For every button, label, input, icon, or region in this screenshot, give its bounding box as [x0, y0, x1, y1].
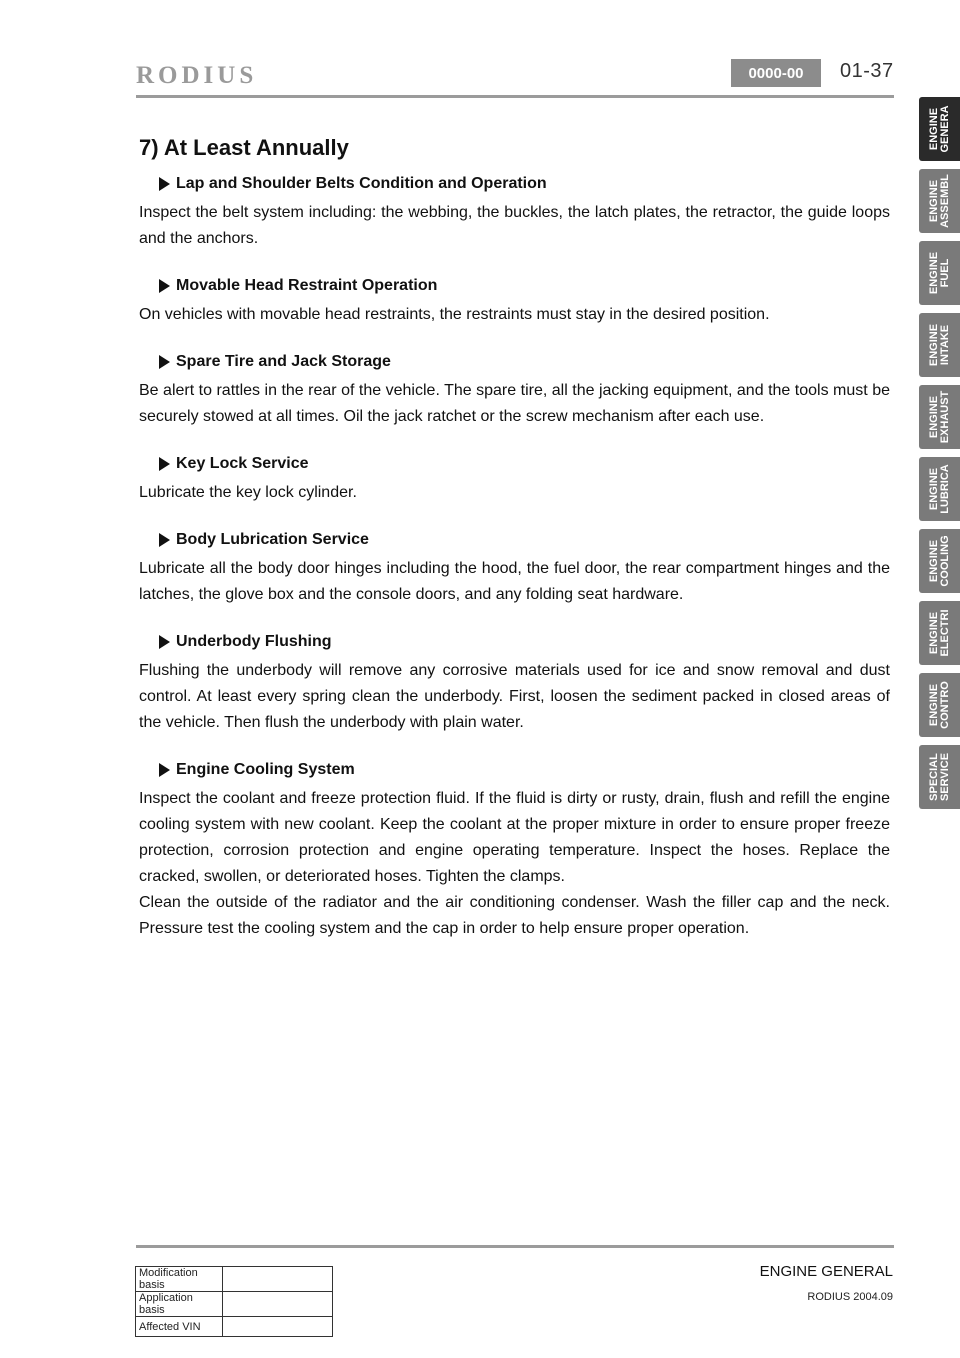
chapter-tab[interactable] [919, 601, 960, 665]
footer-model-date: RODIUS 2004.09 [807, 1291, 893, 1303]
triangle-bullet-icon [159, 533, 170, 547]
item-heading-text: Key Lock Service [176, 455, 309, 472]
item-heading [159, 350, 890, 374]
chapter-tab[interactable] [919, 529, 960, 593]
page-number: 01-37 [840, 60, 894, 82]
chapter-tab-label: SPECIAL SERVICE [927, 752, 951, 802]
revision-row [136, 1292, 333, 1317]
item-heading-text: Body Lubrication Service [176, 531, 369, 548]
section-title: 7) At Least Annually [139, 135, 349, 160]
revision-value [223, 1317, 333, 1337]
item-heading [159, 452, 890, 476]
triangle-bullet-icon [159, 279, 170, 293]
item-heading-text: Movable Head Restraint Operation [176, 277, 438, 294]
triangle-bullet-icon [159, 355, 170, 369]
item-paragraph: Lubricate the key lock cylinder. [139, 484, 357, 501]
chapter-tab[interactable] [919, 457, 960, 521]
footer-chapter-title: ENGINE GENERAL [759, 1263, 893, 1280]
item-heading [159, 274, 890, 298]
chapter-tab-label: ENGINE FUEL [927, 251, 951, 295]
item-paragraph: Clean the outside of the radiator and the air conditioning condenser. Wash the filler cap and the neck. Pressure test the cooling system and the cap in order to help ensure proper operation. [139, 894, 890, 937]
triangle-bullet-icon [159, 177, 170, 191]
triangle-bullet-icon [159, 763, 170, 777]
revision-value [223, 1292, 333, 1317]
revision-value [223, 1267, 333, 1292]
revision-label: Modification basis [136, 1267, 223, 1292]
item-body [139, 556, 890, 608]
chapter-tab-label: ENGINE GENERA [927, 105, 951, 153]
triangle-bullet-icon [159, 457, 170, 471]
chapter-tab-label: ENGINE ELECTRI [927, 609, 951, 657]
chapter-tab-label: ENGINE CONTRO [927, 681, 951, 729]
item-body [139, 480, 890, 506]
revision-row [136, 1317, 333, 1337]
revision-row [136, 1267, 333, 1292]
chapter-tab[interactable] [919, 97, 960, 161]
item-paragraph: Inspect the coolant and freeze protection fluid. If the fluid is dirty or rusty, drain, flush and refill the engine cooling system with new coolant. Keep the coolant at the proper mixture in order to ensure proper freeze protection, corrosion protection and engine operating temperature. Inspect the hoses. Replace the cracked, swollen, or deteriorated hoses. Tighten the clamps. [139, 790, 890, 885]
revision-label: Application basis [136, 1292, 223, 1317]
section-code-badge: 0000-00 [731, 59, 821, 87]
item-body [139, 658, 890, 736]
item-body [139, 378, 890, 430]
item-body [139, 200, 890, 252]
item-paragraph: Inspect the belt system including: the webbing, the buckles, the latch plates, the retractor, the guide loops and the anchors. [139, 204, 890, 247]
chapter-tab-label: ENGINE ASSEMBL [927, 174, 951, 228]
header-divider [136, 95, 894, 98]
chapter-tab[interactable] [919, 169, 960, 233]
chapter-tab[interactable] [919, 673, 960, 737]
content-body [139, 172, 890, 964]
item-heading-text: Spare Tire and Jack Storage [176, 353, 391, 370]
item-paragraph: Flushing the underbody will remove any corrosive materials used for ice and snow removal and dust control. At least every spring clean the underbody. First, loosen the sediment packed in closed areas of the vehicle. Then flush the underbody with plain water. [139, 662, 890, 731]
chapter-tab[interactable] [919, 745, 960, 809]
revision-label: Affected VIN [136, 1317, 223, 1337]
chapter-tab-label: ENGINE INTAKE [927, 323, 951, 367]
item-heading-text: Lap and Shoulder Belts Condition and Operation [176, 175, 547, 192]
item-heading-text: Engine Cooling System [176, 761, 355, 778]
brand-logo: RODIUS [136, 62, 258, 89]
chapter-tab[interactable] [919, 241, 960, 305]
item-paragraph: Be alert to rattles in the rear of the vehicle. The spare tire, all the jacking equipment, and the tools must be securely stowed at all times. Oil the jack ratchet or the screw mechanism after each use. [139, 382, 890, 425]
chapter-tab[interactable] [919, 385, 960, 449]
item-body [139, 302, 890, 328]
item-heading [159, 758, 890, 782]
revision-table [135, 1266, 333, 1337]
chapter-tab-label: ENGINE EXHAUST [927, 390, 951, 444]
item-heading [159, 630, 890, 654]
item-heading [159, 528, 890, 552]
item-paragraph: Lubricate all the body door hinges including the hood, the fuel door, the rear compartment hinges and the latches, the glove box and the console doors, and any folding seat hardware. [139, 560, 890, 603]
chapter-tab[interactable] [919, 313, 960, 377]
chapter-tab-label: ENGINE COOLING [927, 535, 951, 587]
item-heading [159, 172, 890, 196]
item-paragraph: On vehicles with movable head restraints, the restraints must stay in the desired position. [139, 306, 770, 323]
item-heading-text: Underbody Flushing [176, 633, 332, 650]
footer-divider [136, 1245, 894, 1248]
item-body [139, 786, 890, 942]
triangle-bullet-icon [159, 635, 170, 649]
chapter-tab-label: ENGINE LUBRICA [927, 464, 951, 514]
chapter-tabs [919, 97, 960, 817]
